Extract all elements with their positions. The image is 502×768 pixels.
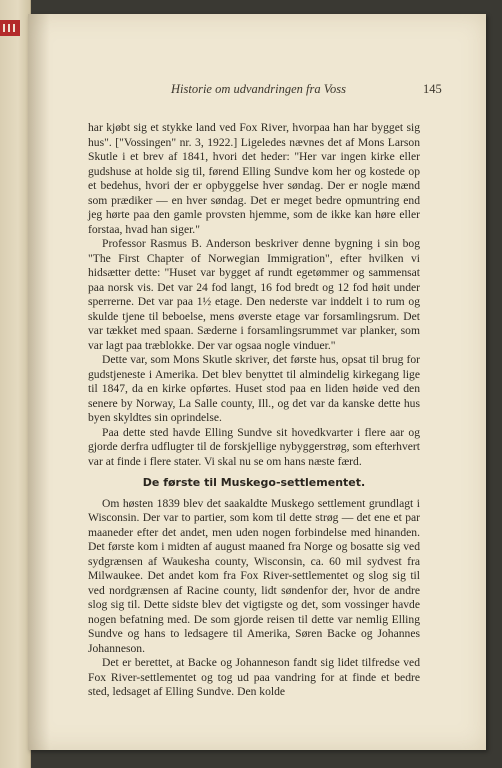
paragraph: Om høsten 1839 blev det saakaldte Muskego settlement grundlagt i Wisconsin. Der var to partier, som kom til dette strøg — det ene et par maaneder efter det andet, men uden nogen forbindelse med hinanden. Det første kom i midten af august maaned fra Norge og bosatte sig ved sydgrænsen af Waukesha county, Wisconsin, ca. 60 mil sydvest fra Milwaukee. Det andet kom fra Fox River-settlementet og slog sig til ved nordgrænsen af Racine county, lidt søndenfor der, hvor de andre slog sig til. Dette sidste blev det vigtigste og det, som vossinger havde nogen befatning med. De som gjorde reisen til dette var nemlig Elling Sundve og hans to ledsagere til Amerika, Søren Backe og Johannes Johanneson. [88, 496, 420, 655]
page-number: 145 [423, 82, 442, 96]
book-page [28, 14, 486, 750]
paragraph: Professor Rasmus B. Anderson beskriver denne bygning i sin bog "The First Chapter of Norwegian Immigration", efter hvilken vi hidsætter dette: "Huset var bygget af rundt egetømmer og sammensat paa norsk vis. Det var 24 fod langt, 16 fod bredt og 12 fod høit under sperrerne. Det var paa 1½ etage. Den nederste var inddelt i to rum og skulde tjene til beboelse, mens øverste etage var forsamlingsrum. Det var tækket med spaan. Sæderne i forsamlingsrummet var planker, som var lagt paa træblokke. Der var ogsaa nogle vinduer." [88, 237, 420, 352]
paragraph: Dette var, som Mons Skutle skriver, det første hus, opsat til brug for gudstjeneste i Amerika. Det blev benyttet til almindelig kirkegang lige til 1847, da en kirke opførtes. Huset stod paa en liden høide ved den senere by Norway, La Salle county, Ill., og det var da kanske dette hus byen skyldtes sin oprindelse. [88, 353, 420, 424]
paragraph: har kjøbt sig et stykke land ved Fox River, hvorpaa han har bygget sig hus". ["Vossingen" nr. 3, 1922.] Ligeledes nævnes det af Mons Larson Skutle i et brev af 1841, hvori det heder: "Her var ingen kirke eller gudshuse at holde sig til, førend Elling Sundve kom her og kostede op et bedehus, hvori der er opbyggelse hver søndag. Der er nogle mænd som prædiker — en hver søndag. Det er meget bedre opmuntring end jeg hørte paa den gamle provsten hjemme, som de ikke kan høre eller forstaa, hvad han siger." [88, 121, 420, 236]
paragraph: Paa dette sted havde Elling Sundve sit hovedkvarter i flere aar og gjorde derfra udflugter til de forskjellige nybyggerstrøg, som efterhvert var at finde i flere stater. Vi skal nu se om hans næste færd. [88, 425, 420, 468]
gutter-shadow [28, 14, 50, 750]
tab-stripe [13, 24, 15, 32]
tab-stripe [3, 24, 5, 32]
red-bookmark-tab [0, 20, 20, 36]
paragraph: Det er berettet, at Backe og Johanneson fandt sig lidet tilfredse ved Fox River-settlementet og tog ud paa vandring for at finde et bedre sted, ledsaget af Elling Sundve. Den kolde [88, 656, 420, 698]
body-text [88, 121, 420, 700]
section-heading: De første til Muskego-settlementet. [142, 476, 366, 489]
book-cover-edge [0, 0, 31, 768]
running-head: Historie om udvandringen fra Voss [171, 82, 346, 96]
page-header [28, 82, 486, 100]
tab-stripe [8, 24, 10, 32]
